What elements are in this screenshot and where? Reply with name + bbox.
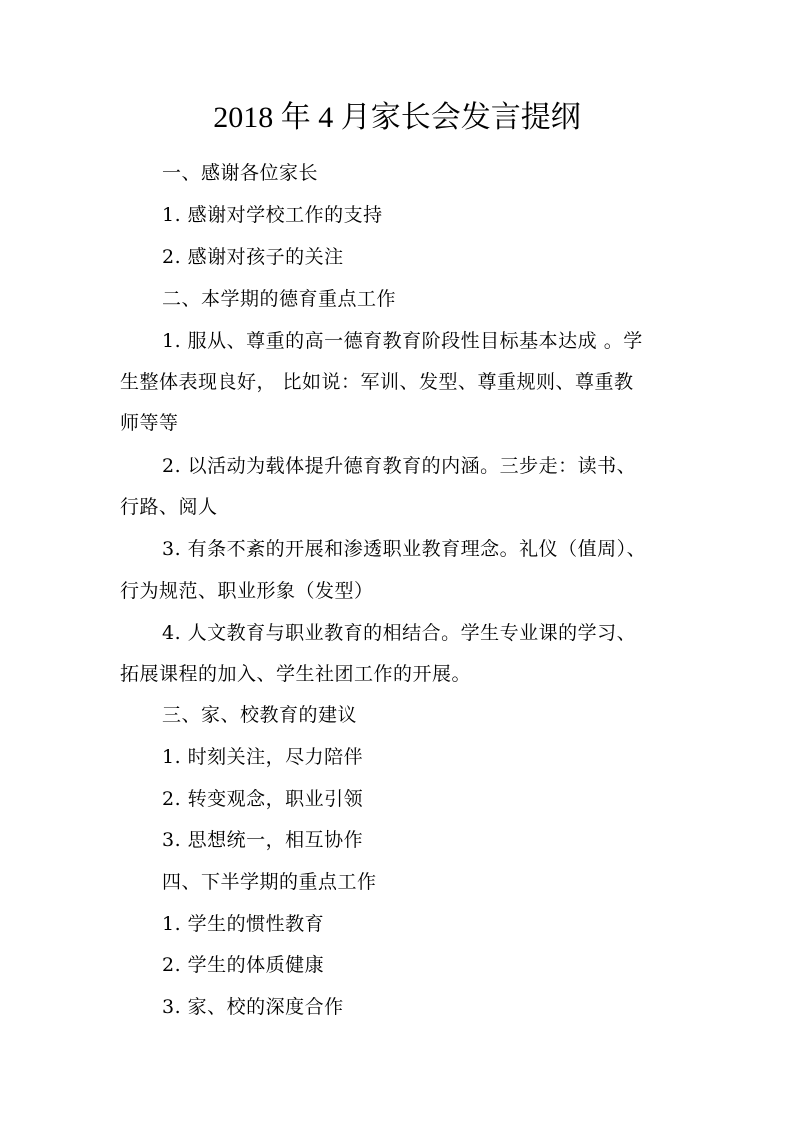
paragraph-line: 拓展课程的加入、学生社团工作的开展。 bbox=[120, 663, 472, 685]
paragraph-line: 师等等 bbox=[120, 412, 179, 434]
list-item: 1. 时刻关注，尽力陪伴 bbox=[162, 746, 364, 768]
section-heading-moral-education: 二、本学期的德育重点工作 bbox=[162, 288, 397, 310]
section-heading-thanks: 一、感谢各位家长 bbox=[162, 162, 319, 184]
paragraph-line: 2. 以活动为载体提升德育教育的内涵。三步走：读书、 bbox=[162, 455, 637, 477]
section-heading-suggestions: 三、家、校教育的建议 bbox=[162, 704, 358, 726]
paragraph-line: 生整体表现良好， 比如说：军训、发型、尊重规则、尊重教 bbox=[120, 371, 634, 393]
list-item: 2. 转变观念，职业引领 bbox=[162, 788, 364, 810]
list-item: 2. 学生的体质健康 bbox=[162, 954, 325, 976]
section-heading-next-semester: 四、下半学期的重点工作 bbox=[162, 871, 377, 893]
list-item: 1. 学生的惯性教育 bbox=[162, 913, 325, 935]
paragraph-line: 行路、阅人 bbox=[120, 496, 218, 518]
paragraph-line: 3. 有条不紊的开展和渗透职业教育理念。礼仪（值周）、 bbox=[162, 538, 647, 560]
list-item: 1. 感谢对学校工作的支持 bbox=[162, 204, 383, 226]
paragraph-line: 行为规范、职业形象（发型） bbox=[120, 580, 374, 602]
list-item: 2. 感谢对孩子的关注 bbox=[162, 246, 344, 268]
paragraph-line: 4. 人文教育与职业教育的相结合。学生专业课的学习、 bbox=[162, 622, 637, 644]
list-item: 3. 家、校的深度合作 bbox=[162, 996, 344, 1018]
document-title: 2018 年 4 月家长会发言提纲 bbox=[213, 101, 581, 134]
paragraph-line: 1. 服从、尊重的高一德育教育阶段性目标基本达成 。学 bbox=[162, 330, 643, 352]
list-item: 3. 思想统一，相互协作 bbox=[162, 829, 364, 851]
